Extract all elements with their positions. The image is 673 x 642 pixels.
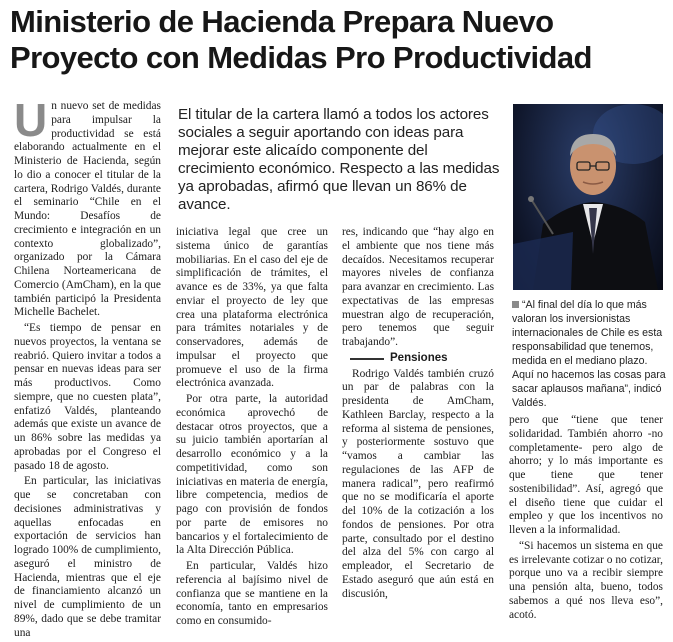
article-paragraph: Por otra parte, la autoridad económica aprovechó de destacar otros proyectos, que a su juicio también aportarían al desarrollo económico y a la competitividad, como son iniciativas en materia de energía, libre competencia, medios de pago con provisión de fondos por parte de emisores no bancarios y el fortalecimiento de la Alta Dirección Pública.: [176, 393, 328, 557]
article-paragraph: iniciativa legal que cree un sistema único de garantías mobiliarias. En el caso del eje de simplificación de trámites, el avance es de 33%, ya que falta enviar el proyecto de ley que crea una plataforma electrónica para trámites notariales y de conservadores, además de impulsar el proyecto que promueve el uso de la firma electrónica avanzada.: [176, 226, 328, 390]
article-paragraph: “Si hacemos un sistema en que es irrelevante cotizar o no cotizar, porque uno va a recibir siempre una pensión alta, bueno, todos sabemos a qué nos lleva eso”, acotó.: [509, 539, 663, 621]
speaker-photo: [513, 104, 663, 290]
speaker-photo-icon: [513, 104, 663, 290]
headline: Ministerio de Hacienda Prepara Nuevo Proyecto con Medidas Pro Productividad: [10, 4, 592, 75]
article-column-3: [342, 226, 494, 603]
article-paragraph: pero que “tiene que tener solidaridad. También ahorro -no completamente- pero algo de ahorro; y lo más importante es que tiene que tener sostenibilidad”. Así, agregó que el diseño tiene que cuidar el empleo y que los incentivos no lleven a la informalidad.: [509, 414, 663, 536]
paragraph-text: n nuevo set de medidas para impulsar la productividad se está elaborando actualmente en el Ministerio de Hacienda, según lo dio a conocer el titular de la cartera, Rodrigo Valdés, durante el seminario “Chile en el Mundo: Desafíos de crecimiento e integración en un contexto globalizado”, organizado por la Cámara Chilena Norteamericana de Comercio (AmCham), en la que también participó la Presidenta Michelle Bachelet.: [14, 100, 161, 319]
article-paragraph: Rodrigo Valdés también cruzó un par de palabras con la presidenta de AmCham, Kathleen Barclay, respecto a la reforma al sistema de pensiones, y posteriormente sostuvo que “vamos a cambiar las regulaciones de las AFP de manera radical”, pero reafirmó que no se modificaría el aporte del 10% de la cotización a los fondos de pensiones. Por otra parte, consultado por el destino del alza del 5% con cargo al empleador, el Secretario de Estado aseguró que aún está en discusión,: [342, 367, 494, 600]
article-paragraph: En particular, Valdés hizo referencia al bajísimo nivel de confianza que se mantiene en la economía, tanto en empresarios como en consumido-: [176, 560, 328, 627]
article-paragraph: En particular, las iniciativas que se concretaban con decisiones administrativas y aquellas enfocadas en exportación de servicios han logrado 100% de cumplimiento, aseguró el ministro de Hacienda, mientras que el eje de financiamiento alcanzó un nivel de cumplimiento de un 89%, dado que se debe tramitar una: [14, 475, 161, 639]
article-column-1: [14, 94, 161, 642]
article-paragraph: “Es tiempo de pensar en nuevos proyectos, la ventana se reabrió. Quiero invitar a todos a pensar en nuevas ideas para ser más productivos. Como siempre, que no cuesten plata”, enfatizó Valdés, planteando además que existe un avance de un 86% sobre las medidas ya aprobadas por el Congreso el pasado 18 de agosto.: [14, 322, 161, 472]
caption-text: “Al final del día lo que más valoran los inversionistas internacionales de Chile es esta responsabilidad que tenemos, medida en el mediano plazo. Aquí no hacemos las cosas para sacar aplausos mañana”, indicó Valdés.: [512, 299, 666, 409]
article-column-4: [509, 414, 663, 624]
caption-square-icon: [512, 301, 519, 308]
drop-cap: U: [14, 94, 48, 146]
article-column-2: [176, 226, 328, 631]
lead-paragraph: El titular de la cartera llamó a todos los actores sociales a seguir aportando con ideas para mejorar este alicaído componente del crecimiento económico. Respecto a las medidas ya aprobadas, afirmó que llevan un 86% de avance.: [178, 106, 500, 213]
section-subhead: Pensiones: [342, 352, 494, 366]
article-paragraph: res, indicando que “hay algo en el ambiente que nos tiene más decaídos. Necesitamos recuperar mayores niveles de confianza para avanzar en crecimiento. Las expectativas de las empresas muestran algo de recuperación, pero tenemos que seguir trabajando”.: [342, 226, 494, 348]
photo-caption: [512, 298, 666, 410]
article-paragraph: [14, 94, 161, 320]
